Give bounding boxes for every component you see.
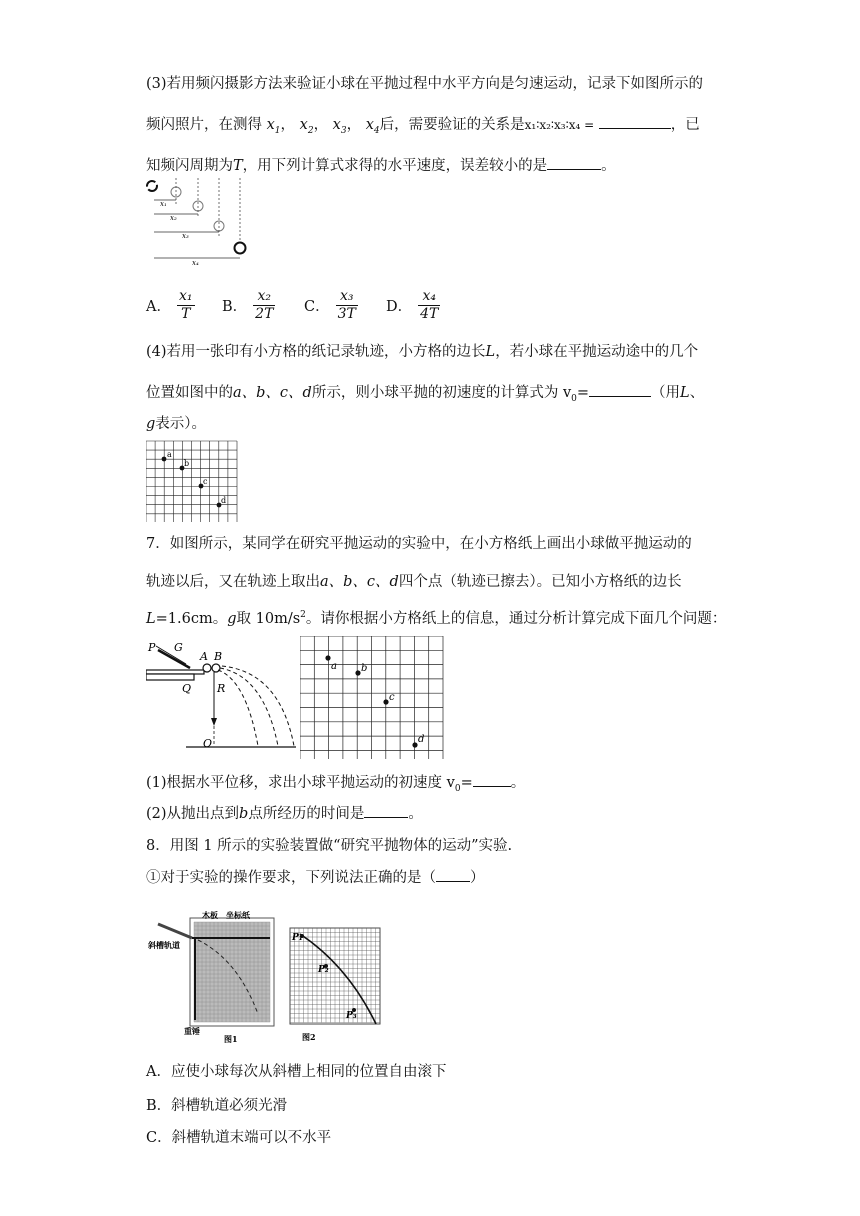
q8-line2: ①对于实验的操作要求，下列说法正确的是（ ） — [146, 867, 485, 888]
q8-option-c[interactable]: C．斜槽轨道末端可以不水平 — [146, 1130, 332, 1146]
label-x1: x₁ — [160, 200, 167, 208]
trajectory-3 — [222, 666, 294, 746]
label-x4: x₄ — [192, 259, 199, 267]
label-p2: P₂ — [318, 965, 329, 975]
q7-line1: 7．如图所示，某同学在研究平抛运动的实验中，在小方格纸上画出小球做平抛运动的 — [146, 536, 692, 552]
answer-blank[interactable] — [473, 772, 511, 787]
point-a — [162, 457, 167, 462]
label-x3: x₃ — [182, 232, 189, 240]
answer-blank[interactable] — [436, 867, 470, 882]
q8-option-b[interactable]: B．斜槽轨道必须光滑 — [146, 1098, 288, 1114]
sep: ， — [280, 117, 296, 133]
sep: ， — [313, 117, 329, 133]
ball-start — [147, 181, 157, 191]
label-A: A — [200, 650, 208, 663]
ratio: x₁∶x₂∶x₃∶x₄ = — [524, 118, 595, 132]
q6-part3-line3 — [146, 155, 616, 176]
x1: $x_1$ — [266, 117, 281, 136]
option-c[interactable]: C． $\frac{\text{x₃}}{3T}$ — [304, 288, 356, 322]
q6-part3-line1: (3)若用频闪摄影方法来验证小球在平抛过程中水平方向是匀速运动，记录下如图所示的 — [146, 76, 704, 92]
label-b: b — [361, 663, 368, 674]
x3: $x_3$ — [332, 117, 347, 136]
q6-part4-line3: g表示）。 — [146, 416, 207, 432]
figure-2-grid — [288, 926, 384, 1044]
label-p3: P₃ — [346, 1011, 357, 1021]
text: ，用下列计算式求得的水平速度，误差较小的是 — [242, 158, 548, 174]
answer-blank[interactable] — [364, 803, 408, 818]
label-c: c — [389, 692, 395, 703]
label-paper: 坐标纸 — [226, 910, 250, 920]
figure-1-apparatus — [148, 910, 278, 1044]
table-base — [146, 674, 194, 680]
label-P: P — [148, 641, 156, 654]
ball-4 — [235, 243, 246, 254]
text: 频闪照片，在测得 — [146, 117, 262, 133]
apparatus-figure — [146, 636, 296, 754]
q8-line1: 8．用图 1 所示的实验装置做“研究平抛物体的运动”实验. — [146, 838, 513, 854]
label-B: B — [214, 650, 223, 663]
label-O: O — [203, 737, 213, 750]
label-R: R — [217, 682, 226, 695]
trajectory-2 — [220, 668, 278, 746]
fraction: $\frac{\text{x₂}}{2T}$ — [255, 288, 274, 322]
point-a — [325, 655, 330, 660]
label-rail: 斜槽轨道 — [148, 940, 180, 950]
answer-blank[interactable] — [589, 382, 651, 397]
label-d: d — [418, 734, 425, 745]
x2: $x_2$ — [299, 117, 314, 136]
period-symbol: T — [233, 158, 243, 174]
fig2-caption: 图2 — [302, 1032, 316, 1042]
label-weight: 重锤 — [184, 1026, 200, 1036]
q7-sub2: (2)从抛出点到b点所经历的时间是 。 — [146, 803, 423, 824]
label-x2: x₂ — [170, 214, 177, 222]
grid-figure-large — [300, 636, 444, 760]
label-G: G — [174, 641, 183, 654]
point-c — [383, 699, 388, 704]
grid-figure-small — [146, 440, 238, 522]
label-Q: Q — [182, 682, 192, 695]
option-b[interactable]: B． $\frac{\text{x₂}}{2T}$ — [222, 288, 274, 322]
q6-part3-line2 — [146, 114, 700, 141]
answer-blank[interactable] — [599, 114, 671, 129]
label-p1: P₁ — [292, 933, 303, 943]
label-b: b — [184, 459, 190, 468]
text: 后，需要验证的关系是 — [379, 117, 525, 133]
option-d[interactable]: D． $\frac{\text{x₄}}{4T}$ — [386, 288, 439, 322]
fraction: $\frac{\text{x₃}}{3T}$ — [337, 288, 356, 322]
label-d: d — [221, 496, 227, 505]
ball-a — [203, 664, 211, 672]
label-board: 木板 — [202, 910, 218, 920]
q8-option-a[interactable]: A．应使小球每次从斜槽上相同的位置自由滚下 — [146, 1064, 447, 1080]
text: ，已 — [670, 117, 700, 133]
point-d — [412, 742, 417, 747]
sep: ， — [346, 117, 362, 133]
text: 知频闪周期为 — [146, 158, 233, 174]
point-b — [355, 670, 360, 675]
q7-line2: 轨迹以后，又在轨迹上取出a、b、c、d四个点（轨迹已擦去）。已知小方格纸的边长 — [146, 574, 682, 590]
q7-sub1: (1)根据水平位移，求出小球平抛运动的初速度 $v_0=$ 。 — [146, 772, 525, 799]
answer-blank[interactable] — [547, 155, 601, 170]
x4: $x_4$ — [365, 117, 380, 136]
q6-part4-line1: (4)若用一张印有小方格的纸记录轨迹，小方格的边长L，若小球在平抛运动途中的几个 — [146, 344, 699, 360]
chute-rail — [158, 924, 192, 938]
q7-line3: L=1.6cm。g取 $10m/s^2$。请你根据小方格纸上的信息，通过分析计算完成下面几个问题： — [146, 610, 727, 627]
fraction: $\frac{\text{x₄}}{4T}$ — [420, 288, 439, 322]
label-a: a — [167, 450, 172, 459]
fraction: $\frac{\text{x₁}}{T}$ — [178, 288, 193, 322]
fig1-caption: 图1 — [224, 1034, 238, 1044]
option-a[interactable]: A． $\frac{\text{x₁}}{T}$ — [146, 288, 193, 322]
strobe-photo-figure — [140, 176, 252, 268]
label-c: c — [203, 477, 208, 486]
text: 。 — [601, 158, 616, 174]
label-a: a — [331, 661, 337, 672]
q6-part4-line2: 位置如图中的a、b、c、d所示，则小球平抛的初速度的计算式为 $v_0=$ （用L、 — [146, 382, 704, 409]
